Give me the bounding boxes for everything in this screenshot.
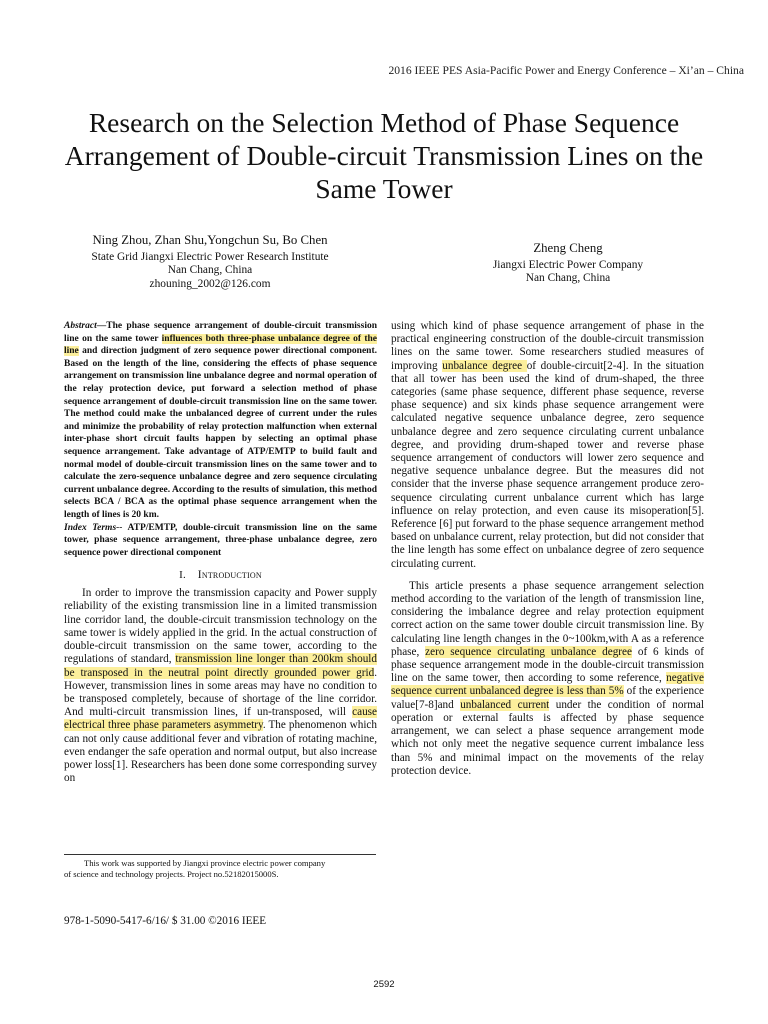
author-block-left <box>40 234 380 291</box>
body-paragraph <box>391 580 704 778</box>
highlight: influences both three-phase unbalance degree of the line <box>64 333 378 357</box>
footnote-line: of science and technology projects. Project no.52182015000S. <box>64 869 279 879</box>
abstract-text: and direction judgment of zero sequence power directional component. Based on the length of the line, considering the effects of phase sequence arrangement on transmission line unbalance degree and normal operation of the relay protection device, put forward a selection method of phase sequence arrangement of double-circuit transmission line on the same tower. The method could make the unbalanced degree of current under the rules and minimize the probability of relay protection malfunction when external inter-phase short circuit faults happen by selecting an optimal phase sequence arrangement. Take advantage of ATP/EMTP to build fault and normal model of double-circuit transmission lines on the same tower and to calculate the zero-sequence unbalance degree and zero sequence circulating current unbalance degree. According to the results of simulation, this method selects BCA / BCA as the optimal phase sequence arrangement when the length of lines is 20 km. <box>64 346 377 520</box>
author-affiliation: Jiangxi Electric Power Company <box>492 258 644 271</box>
abstract-text: The phase sequence arrangement of double-circuit transmission line on the same tower <box>64 321 377 344</box>
abstract-lead: Abstract— <box>64 321 107 331</box>
page-number: 2592 <box>373 979 395 990</box>
highlight: transmission line longer than 200km should be transposed in the neutral point directly grounded power grid <box>64 653 377 679</box>
body-text: . The phenomenon which can not only cause additional fever and vibration of rotating machine, even endanger the safe operation and normal output, but also increase power loss[1]. Researchers has been done some corresponding survey on <box>64 719 377 785</box>
index-terms <box>64 522 377 560</box>
footnote-line: This work was supported by Jiangxi province electric power company <box>84 858 326 868</box>
highlight: zero sequence circulating unbalance degree <box>425 645 632 658</box>
right-column <box>391 320 704 778</box>
body-text: under the condition of normal operation or external faults is affected by phase sequence arrangement, we can select a phase sequence arrangement mode which not only meet the negative sequence current imbalance less than 5% and minimal impact on the movements of the relay protection device. <box>391 698 704 777</box>
author-names: Ning Zhou, Zhan Shu,Yongchun Su, Bo Chen <box>92 233 328 247</box>
highlight: unbalanced current <box>460 698 550 711</box>
body-paragraph <box>391 320 704 571</box>
isbn-copyright: 978-1-5090-5417-6/16/ $ 31.00 ©2016 IEEE <box>64 915 267 927</box>
body-text: of 6 kinds of phase sequence arrangement mode in the double-circuit transmission line on the same tower, then according to some reference, <box>391 645 704 685</box>
author-names: Zheng Cheng <box>533 241 603 255</box>
body-text: In order to improve the transmission capacity and Power supply reliability of the existing transmission line in a limited transmission line corridor land, the double-circuit transmission technology on the same tower is widely applied in the grid. In the actual construction of double-circuit transmission on the same tower, according to the regulations of standard, <box>64 587 377 666</box>
author-location: Nan Chang, China <box>167 264 253 277</box>
body-text: using which kind of phase sequence arrangement of phase in the practical engineering construction of the double-circuit transmission lines on the same tower. Some researchers studied measures of improving <box>391 320 704 372</box>
conference-header: 2016 IEEE PES Asia-Pacific Power and Energy Conference – Xi’an – China <box>388 64 744 77</box>
footnote-divider <box>64 854 376 855</box>
section-name: Introduction <box>197 568 262 582</box>
author-location: Nan Chang, China <box>525 272 611 285</box>
author-email: zhouning_2002@126.com <box>149 277 271 290</box>
paper-title: Research on the Selection Method of Phase Sequence Arrangement of Double-circuit Transmission Lines on the Same Tower <box>64 107 704 204</box>
left-column <box>64 320 377 785</box>
section-heading <box>64 568 377 581</box>
author-block-right <box>398 242 738 286</box>
highlight: unbalance degree <box>442 359 527 372</box>
body-text: This article presents a phase sequence arrangement selection method according to the variation of the length of transmission line, considering the imbalance degree and relay protection equipment correct action on the same tower double circuit transmission line. By calculating line length changes in the 0~100km,with A as a reference phase, <box>391 579 704 658</box>
intro-paragraph <box>64 587 377 785</box>
footnote <box>64 858 384 880</box>
section-numeral: I. <box>179 569 186 582</box>
abstract <box>64 320 377 522</box>
highlight: cause electrical three phase parameters asymmetry <box>64 706 377 732</box>
index-terms-text: ATP/EMTP, double-circuit transmission line on the same tower, phase sequence arrangement, three-phase unbalance degree, zero sequence power directional component <box>64 522 377 558</box>
body-text: . However, transmission lines in some areas may have no condition to be transposed completely, because of shortage of the line corridor. And multi-circuit transmission lines, if un-transposed, will <box>64 666 377 719</box>
index-terms-lead: Index Terms-- <box>64 522 123 533</box>
highlight: negative sequence current unbalanced degree is less than 5% <box>391 672 704 698</box>
body-text: of double-circuit[2-4]. In the situation that all tower has been used the kind of drum-shaped, the three categories (same phase sequence, different phase sequence, reverse phase sequence) and six kinds phase sequence arrangement were calculated negative sequence unbalance degree, zero sequence unbalance degree and zero sequence circulating current unbalance degree, and providing drum-shaped tower and reverse phase sequence arrangement of conductors will lower zero sequence and negative sequence unbalance degree. But the measures did not consider that the inverse phase sequence arrangement produce zero-sequence circulating current unbalance current which has large influence on relay protection, and even cause its misoperation[5]. Reference [6] put forward to the phase sequence arrangement method based on unbalance current, relay protection, but did not consider that the line length has some effect on unbalance degree of zero sequence circulating current. <box>391 359 705 570</box>
body-text: of the experience value[7-8]and <box>391 685 705 711</box>
author-affiliation: State Grid Jiangxi Electric Power Research Institute <box>91 250 329 263</box>
